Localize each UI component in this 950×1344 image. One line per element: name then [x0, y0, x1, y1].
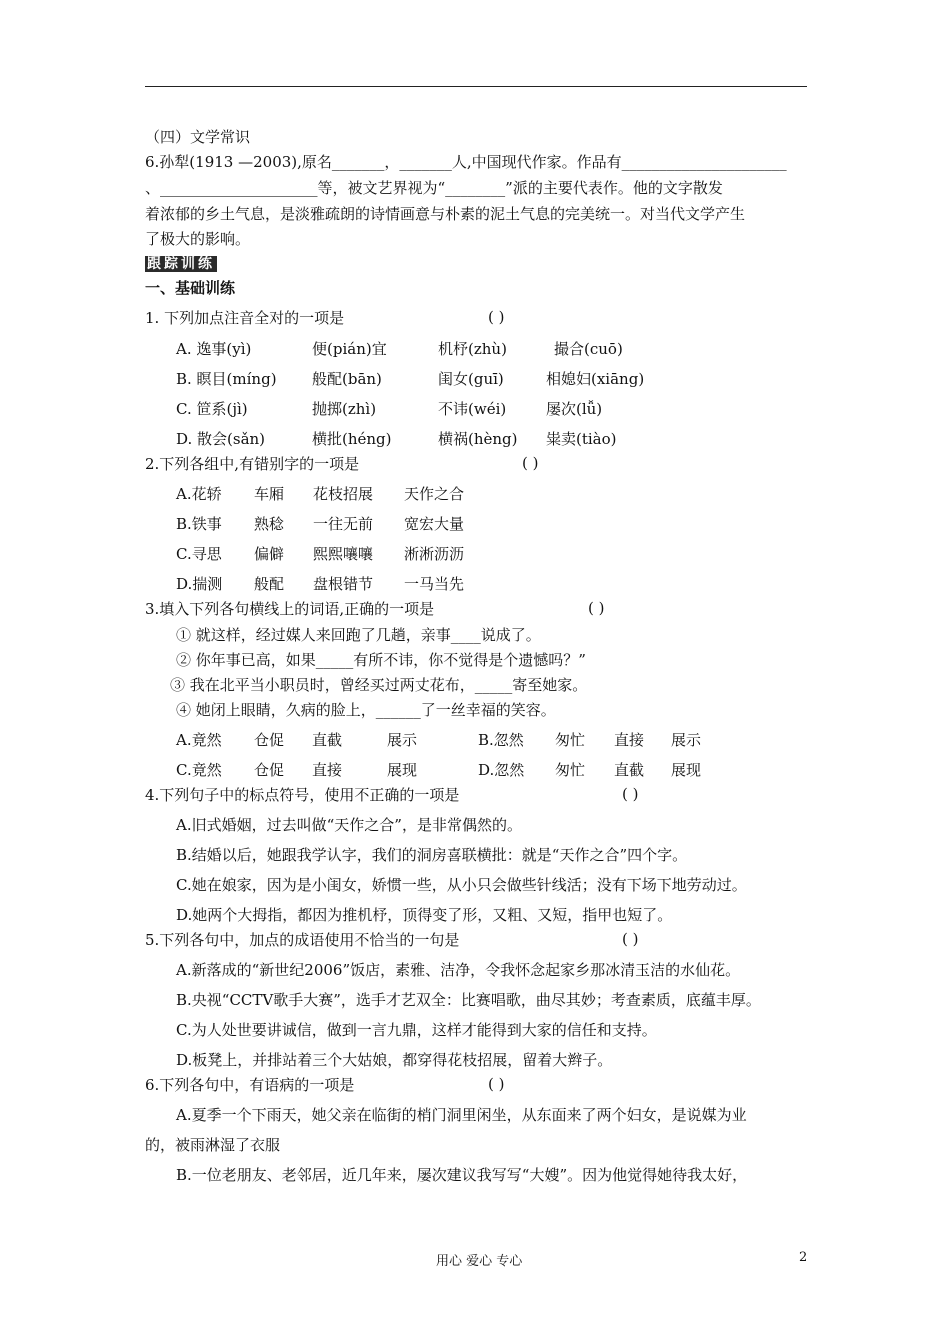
subsection-title: 一、基础训练	[145, 279, 236, 297]
option-line: A.夏季一个下雨天，她父亲在临街的梢门洞里闲坐，从东面来了两个妇女，是说媒为业	[176, 1106, 747, 1124]
option-cell: 淅淅沥沥	[404, 545, 465, 563]
answer-paren: ( )	[622, 930, 639, 948]
option-cell: 展现	[387, 761, 418, 779]
option-cell: 宽宏大量	[404, 515, 465, 533]
answer-paren: ( )	[488, 1075, 505, 1093]
option-cell: A.竟然	[176, 731, 222, 749]
paragraph-line: 着浓郁的乡土气息，是淡雅疏朗的诗情画意与朴素的泥土气息的完美统一。对当代文学产生	[145, 205, 746, 223]
option-cell: 粜卖(tiào)	[546, 430, 617, 448]
answer-paren: ( )	[588, 599, 605, 617]
sentence: ④ 她闭上眼睛，久病的脸上，______了一丝幸福的笑容。	[176, 701, 556, 719]
option-cell: 横批(héng)	[312, 430, 392, 448]
option-cell: 撮合(cuō)	[554, 340, 623, 358]
option-cell: 花枝招展	[313, 485, 374, 503]
option-cell: 直接	[312, 761, 343, 779]
option-cell: D.揣测	[176, 575, 223, 593]
option-cell: 匆忙	[555, 731, 586, 749]
option-cell: B. 瞑目(míng)	[176, 370, 277, 388]
option-line: C.她在娘家，因为是小闺女，娇惯一些，从小只会做些针线活；没有下场下地劳动过。	[176, 876, 747, 894]
question-stem: 5.下列各句中，加点的成语使用不恰当的一句是	[145, 931, 460, 949]
option-cell: 般配(bān)	[312, 370, 382, 388]
option-cell: D. 散会(sǎn)	[176, 430, 266, 448]
option-cell: 直接	[614, 731, 645, 749]
paragraph-line: 6.孙犁(1913 —2003),原名_______，_______人,中国现代作家。作品有______________________	[145, 153, 787, 171]
option-cell: 天作之合	[404, 485, 465, 503]
option-line: B.央视“CCTV歌手大赛”，选手才艺双全：比赛唱歌，曲尽其妙；考查素质，底蕴丰厚。	[176, 991, 761, 1009]
option-cell: 直截	[614, 761, 645, 779]
option-cell: 抛掷(zhì)	[312, 400, 377, 418]
answer-paren: ( )	[522, 454, 539, 472]
option-cell: 熙熙嚷嚷	[313, 545, 374, 563]
option-cell: D.忽然	[478, 761, 525, 779]
option-cell: 横祸(hèng)	[438, 430, 518, 448]
section-title: （四）文学常识	[145, 128, 251, 146]
option-cell: 仓促	[254, 761, 285, 779]
option-cell: 仓促	[254, 731, 285, 749]
option-line: B.一位老朋友、老邻居，近几年来，屡次建议我写写“大嫂”。因为他觉得她待我太好，	[176, 1166, 748, 1184]
question-stem: 2.下列各组中,有错别字的一项是	[145, 455, 360, 473]
question-stem: 1. 下列加点注音全对的一项是	[145, 309, 345, 327]
option-line: 的，被雨淋湿了衣服	[145, 1136, 281, 1154]
option-cell: C. 笸系(jì)	[176, 400, 248, 418]
header-rule	[145, 86, 807, 87]
option-cell: A. 逸事(yì)	[176, 340, 252, 358]
sentence: ② 你年事已高，如果_____有所不讳，你不觉得是个遗憾吗？”	[176, 651, 586, 669]
option-line: A.新落成的“新世纪2006”饭店，素雅、洁净，令我怀念起家乡那冰清玉洁的水仙花。	[176, 961, 741, 979]
option-line: D.板凳上，并排站着三个大姑娘，都穿得花枝招展，留着大辫子。	[176, 1051, 613, 1069]
option-cell: 般配	[254, 575, 285, 593]
answer-paren: ( )	[622, 785, 639, 803]
option-cell: C.竟然	[176, 761, 222, 779]
option-line: A.旧式婚姻，过去叫做“天作之合”，是非常偶然的。	[176, 816, 522, 834]
option-cell: 展示	[387, 731, 418, 749]
option-cell: A.花轿	[176, 485, 222, 503]
page-number: 2	[799, 1250, 808, 1265]
option-cell: 不讳(wéi)	[438, 400, 507, 418]
option-cell: 熟稔	[254, 515, 285, 533]
option-line: C.为人处世要讲诚信，做到一言九鼎，这样才能得到大家的信任和支持。	[176, 1021, 657, 1039]
option-cell: 机杼(zhù)	[438, 340, 507, 358]
option-line: D.她两个大拇指，都因为推机杼，顶得变了形，又粗、又短，指甲也短了。	[176, 906, 673, 924]
option-cell: 匆忙	[555, 761, 586, 779]
sentence: ③ 我在北平当小职员时，曾经买过两丈花布，_____寄至她家。	[170, 676, 588, 694]
option-cell: 一往无前	[313, 515, 374, 533]
option-line: B.结婚以后，她跟我学认字，我们的洞房喜联横批：就是“天作之合”四个字。	[176, 846, 688, 864]
option-cell: 直截	[312, 731, 343, 749]
option-cell: 车厢	[254, 485, 285, 503]
option-cell: 屡次(lǚ)	[546, 400, 603, 418]
option-cell: 偏僻	[254, 545, 285, 563]
page-footer: 用心 爱心 专心	[436, 1254, 523, 1269]
option-cell: 展示	[671, 731, 702, 749]
option-cell: 便(pián)宜	[312, 340, 387, 358]
sentence: ① 就这样，经过媒人来回跑了几趟，亲事____说成了。	[176, 626, 541, 644]
option-cell: 展现	[671, 761, 702, 779]
paragraph-line: 、_____________________等，被文艺界视为“________”派的主要代表作。他的文字散发	[145, 179, 723, 197]
question-stem: 4.下列句子中的标点符号，使用不正确的一项是	[145, 786, 460, 804]
answer-paren: ( )	[488, 308, 505, 326]
paragraph-line: 了极大的影响。	[145, 230, 251, 248]
option-cell: C.寻思	[176, 545, 222, 563]
section-banner: 跟踪训练	[147, 256, 215, 272]
option-cell: B.忽然	[478, 731, 524, 749]
question-stem: 3.填入下列各句横线上的词语,正确的一项是	[145, 600, 435, 618]
question-stem: 6.下列各句中，有语病的一项是	[145, 1076, 355, 1094]
option-cell: B.铁事	[176, 515, 222, 533]
option-cell: 盘根错节	[313, 575, 374, 593]
option-cell: 一马当先	[404, 575, 465, 593]
option-cell: 相媳妇(xiāng)	[546, 370, 645, 388]
option-cell: 闺女(guī)	[438, 370, 504, 388]
